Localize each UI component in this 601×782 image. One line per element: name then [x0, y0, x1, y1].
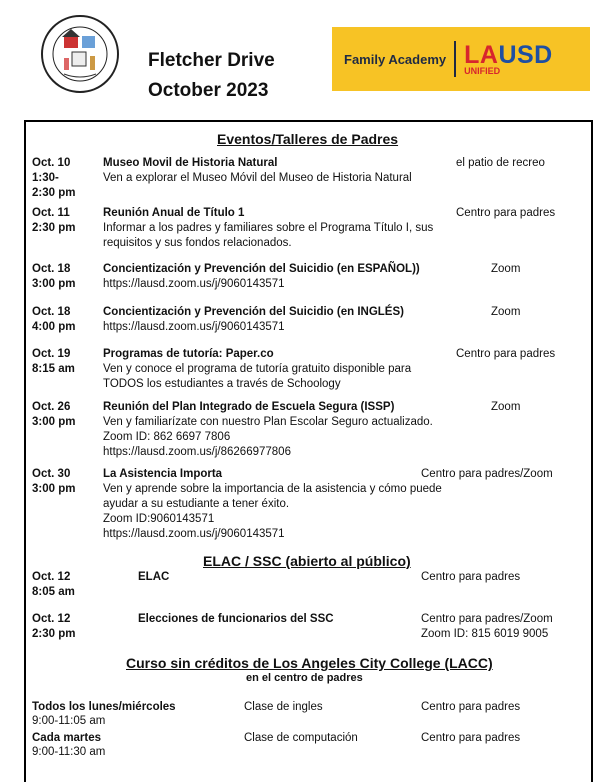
lausd-logo — [464, 40, 553, 76]
zoom-link[interactable]: https://lausd.zoom.us/j/9060143571 — [103, 321, 285, 333]
lausd-la: LA — [464, 40, 499, 69]
event-location: Centro para padres — [456, 207, 556, 219]
title-school: Fletcher Drive — [148, 50, 275, 71]
event-location: Zoom — [491, 263, 521, 275]
meeting-location: Centro para padres/Zoom Zoom ID: 815 6019 9005 — [421, 613, 553, 640]
event-title: La Asistencia Importa — [103, 468, 223, 480]
meeting-date: Oct. 12 — [32, 613, 71, 625]
lausd-unified: UNIFIED — [464, 65, 501, 76]
event-time: 2:30 pm — [32, 222, 76, 234]
brand-divider — [454, 41, 456, 77]
event-location: Zoom — [491, 401, 521, 413]
page-title — [148, 46, 275, 106]
class-hours: 9:00-11:30 am — [32, 746, 106, 758]
event-date: Oct. 30 — [32, 468, 71, 480]
event-description: Ven y aprende sobre la importancia de la asistencia y cómo puede ayudar a su estudiante a tener éxito. Zoom ID:9060143571 https://lausd.zoom.us/j/9060143571 — [103, 483, 442, 540]
brand-family-academy: Family Academy — [344, 51, 447, 67]
class-days: Todos los lunes/miércoles — [32, 701, 176, 713]
event-location: el patio de recreo — [456, 157, 545, 169]
section-heading-lacc: Curso sin créditos de Los Angeles City College (LACC) — [126, 655, 493, 671]
event-time: 3:00 pm — [32, 483, 76, 495]
event-date: Oct. 18 — [32, 306, 71, 318]
class-name: Clase de ingles — [244, 701, 323, 713]
event-time: 1:30- 2:30 pm — [32, 172, 76, 199]
event-date: Oct. 26 — [32, 401, 71, 413]
event-time: 4:00 pm — [32, 321, 76, 333]
lausd-usd: USD — [498, 40, 553, 69]
event-description: Ven y conoce el programa de tutoría gratuito disponible para TODOS los estudiantes a través de Schoology — [103, 363, 412, 390]
event-description: Ven a explorar el Museo Móvil del Museo de Historia Natural — [103, 172, 412, 184]
class-location: Centro para padres — [421, 732, 521, 744]
meeting-title: ELAC — [138, 571, 170, 583]
section-heading-events: Eventos/Talleres de Padres — [217, 131, 399, 147]
event-location: Zoom — [491, 306, 521, 318]
class-hours: 9:00-11:05 am — [32, 715, 106, 727]
meeting-location: Centro para padres — [421, 571, 521, 583]
event-location: Centro para padres — [456, 348, 556, 360]
event-title: Programas de tutoría: Paper.co — [103, 348, 274, 360]
event-description: Ven y familiarízate con nuestro Plan Escolar Seguro actualizado. Zoom ID: 862 6697 7806 https://lausd.zoom.us/j/86266977806 — [103, 416, 433, 458]
event-title: Concientización y Prevención del Suicidio (en INGLÉS) — [103, 306, 404, 318]
title-month: October 2023 — [148, 80, 269, 101]
event-date: Oct. 10 — [32, 157, 71, 169]
event-date: Oct. 18 — [32, 263, 71, 275]
class-name: Clase de computación — [244, 732, 358, 744]
event-description: Informar a los padres y familiares sobre el Programa Título I, sus requisitos y sus fondos relacionados. — [103, 222, 434, 249]
meeting-date: Oct. 12 — [32, 571, 71, 583]
event-time: 3:00 pm — [32, 416, 76, 428]
event-title: Concientización y Prevención del Suicidio (en ESPAÑOL)) — [103, 263, 420, 275]
event-date: Oct. 11 — [32, 207, 70, 219]
event-time: 3:00 pm — [32, 278, 76, 290]
event-title: Reunión del Plan Integrado de Escuela Segura (ISSP) — [103, 401, 395, 413]
event-date: Oct. 19 — [32, 348, 71, 360]
meeting-title: Elecciones de funcionarios del SSC — [138, 613, 334, 625]
school-seal-logo — [40, 14, 120, 94]
class-location: Centro para padres — [421, 701, 521, 713]
lausd-family-academy-logo — [332, 27, 590, 91]
zoom-link[interactable]: https://lausd.zoom.us/j/9060143571 — [103, 278, 285, 290]
section-subheading-lacc: en el centro de padres — [246, 672, 363, 684]
event-time: 8:15 am — [32, 363, 75, 375]
event-title: Reunión Anual de Título 1 — [103, 207, 245, 219]
event-title: Museo Movil de Historia Natural — [103, 157, 278, 169]
class-days: Cada martes — [32, 732, 102, 744]
event-location: Centro para padres/Zoom — [421, 468, 553, 480]
meeting-time: 8:05 am — [32, 586, 75, 598]
meeting-time: 2:30 pm — [32, 628, 76, 640]
section-heading-elac-ssc: ELAC / SSC (abierto al público) — [203, 553, 411, 569]
